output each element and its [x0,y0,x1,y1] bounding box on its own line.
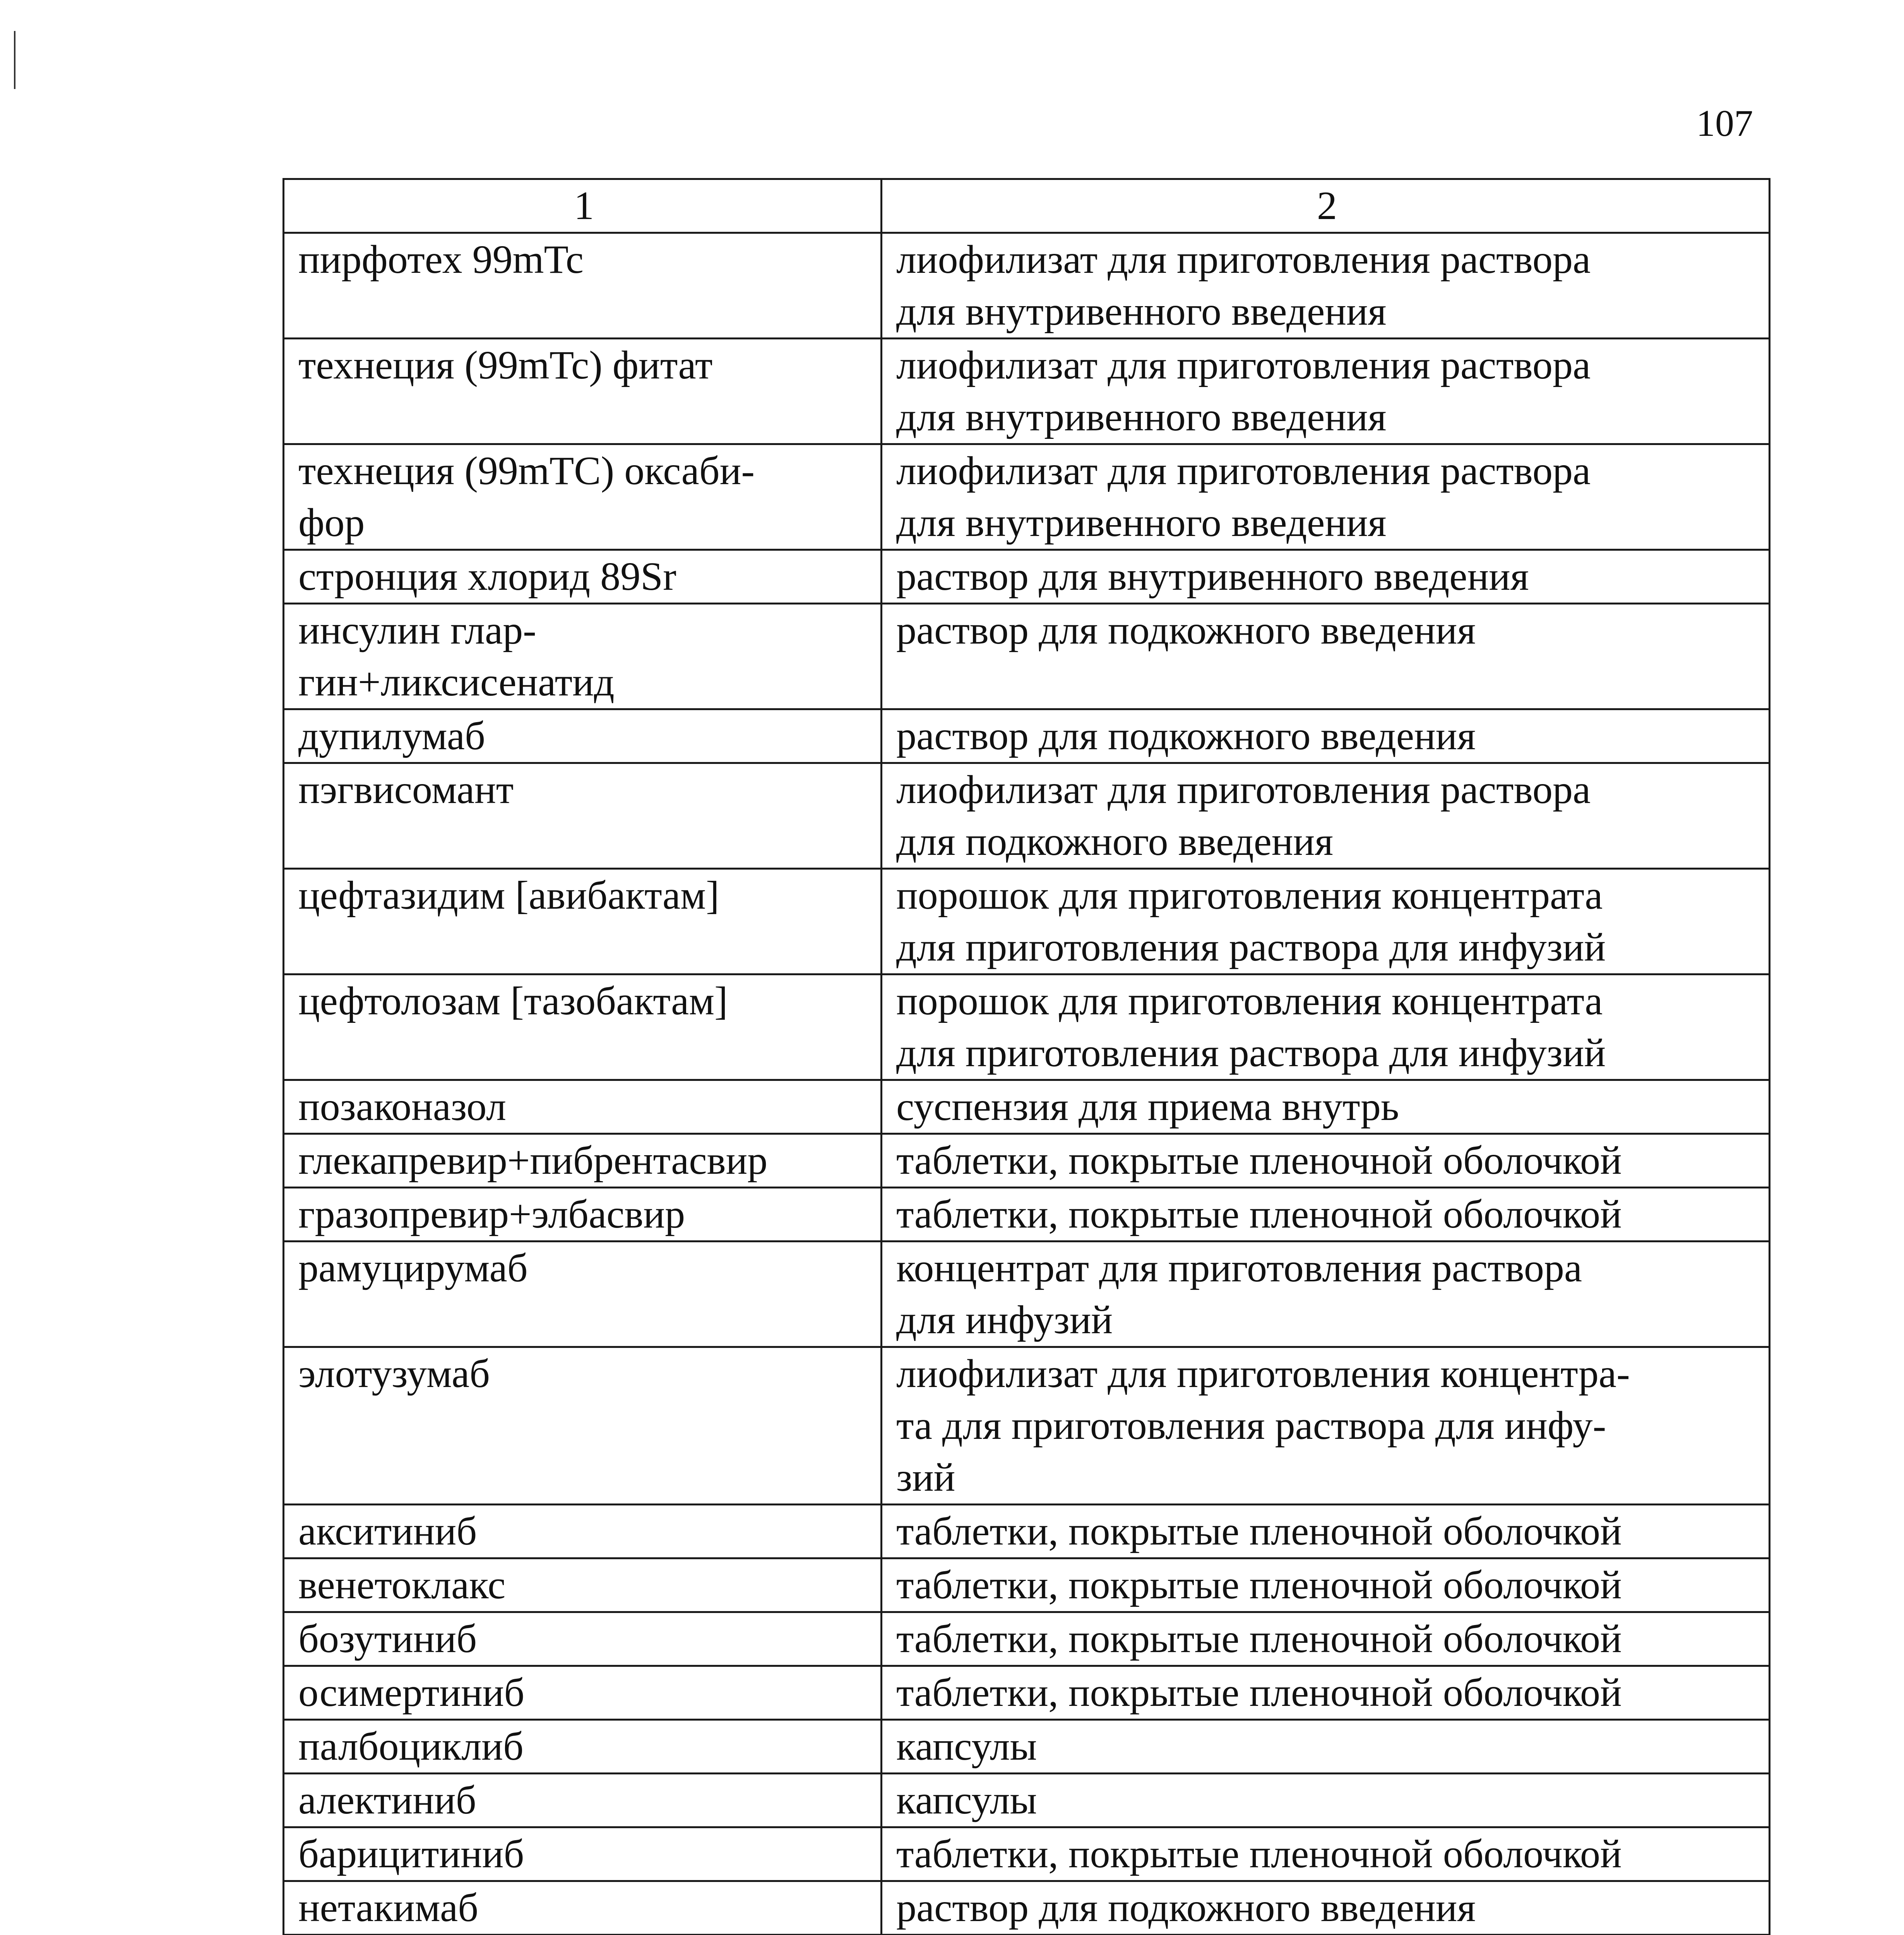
drug-name-cell [284,550,882,604]
drug-name-line: рамуцирумаб [298,1246,528,1290]
table-body [284,233,1770,1935]
dosage-form-line: лиофилизат для приготовления раствора [896,767,1591,812]
drug-name-line: инсулин глар- [298,608,536,652]
drug-name-line: нетакимаб [298,1885,479,1930]
drug-name-line: дупилумаб [298,714,485,758]
dosage-form-cell [882,550,1770,604]
drug-name-line: цефтазидим [авибактам] [298,873,719,918]
dosage-form-cell [882,1188,1770,1241]
drug-name-cell [284,1881,882,1935]
drug-name-line: барицитиниб [298,1832,524,1876]
drug-name-line: алектиниб [298,1778,476,1822]
dosage-form-cell [882,233,1770,339]
scan-edge-mark [14,31,15,89]
drug-name-line: технеция (99mTC) оксаби- [298,449,755,493]
table-row [284,1080,1770,1134]
dosage-form-line: раствор для подкожного введения [896,1885,1476,1930]
dosage-form-cell [882,1666,1770,1720]
dosage-form-line: капсулы [896,1778,1037,1822]
dosage-form-line: та для приготовления раствора для инфу- [896,1403,1606,1448]
drug-name-line: пирфотех 99mTc [298,237,584,282]
drug-name-cell [284,1080,882,1134]
dosage-form-cell [882,1558,1770,1612]
drug-name-line: палбоциклиб [298,1724,524,1769]
drug-name-cell [284,339,882,444]
drug-name-line: позаконазол [298,1084,506,1129]
drug-name-cell [284,1241,882,1347]
drug-name-cell [284,709,882,763]
table-row [284,974,1770,1080]
table-header-row [284,179,1770,233]
dosage-form-cell [882,1827,1770,1881]
drug-name-line: элотузумаб [298,1351,490,1396]
dosage-form-line: таблетки, покрытые пленочной оболочкой [896,1509,1622,1553]
dosage-form-line: таблетки, покрытые пленочной оболочкой [896,1616,1622,1661]
dosage-form-line: для приготовления раствора для инфузий [896,925,1606,969]
dosage-form-line: зий [896,1455,955,1500]
drug-name-cell [284,869,882,974]
dosage-form-line: капсулы [896,1724,1037,1769]
dosage-form-cell [882,1134,1770,1188]
dosage-form-cell [882,1881,1770,1935]
dosage-form-cell [882,1347,1770,1505]
drug-name-cell [284,1774,882,1827]
drug-name-cell [284,1188,882,1241]
dosage-form-cell [882,339,1770,444]
table-row [284,444,1770,550]
drug-name-cell [284,1720,882,1774]
dosage-form-line: для внутривенного введения [896,289,1387,334]
drug-name-line: стронция хлорид 89Sr [298,554,676,599]
drug-name-cell [284,763,882,869]
table-row [284,550,1770,604]
drug-name-cell [284,604,882,709]
dosage-form-cell [882,1241,1770,1347]
dosage-form-line: раствор для подкожного введения [896,714,1476,758]
drug-name-cell [284,1827,882,1881]
dosage-form-line: для приготовления раствора для инфузий [896,1031,1606,1075]
drug-name-line: бозутиниб [298,1616,477,1661]
dosage-form-line: лиофилизат для приготовления раствора [896,449,1591,493]
drug-name-cell [284,444,882,550]
table-row [284,869,1770,974]
drug-name-line: пэгвисомант [298,767,514,812]
table-row [284,1505,1770,1558]
dosage-form-line: для подкожного введения [896,819,1334,864]
dosage-form-cell [882,444,1770,550]
dosage-form-cell [882,1720,1770,1774]
dosage-form-cell [882,869,1770,974]
drug-name-line: глекапревир+пибрентасвир [298,1138,768,1183]
column-header-1: 1 [284,179,882,233]
drug-name-cell [284,1134,882,1188]
drug-name-line: технеция (99mTc) фитат [298,343,713,387]
dosage-form-cell [882,1774,1770,1827]
dosage-form-line: порошок для приготовления концентрата [896,873,1603,918]
drug-name-line: гразопревир+элбасвир [298,1192,685,1236]
drug-name-line: гин+ликсисенатид [298,660,615,704]
dosage-form-cell [882,604,1770,709]
drug-name-line: венетоклакс [298,1563,506,1607]
drug-name-cell [284,974,882,1080]
dosage-form-line: концентрат для приготовления раствора [896,1246,1582,1290]
dosage-form-line: порошок для приготовления концентрата [896,979,1603,1023]
table-row [284,1558,1770,1612]
dosage-form-line: лиофилизат для приготовления раствора [896,237,1591,282]
drug-table [283,178,1770,1935]
drug-name-line: фор [298,500,365,545]
dosage-form-cell [882,763,1770,869]
dosage-form-line: лиофилизат для приготовления концентра- [896,1351,1630,1396]
table-row [284,233,1770,339]
dosage-form-cell [882,1080,1770,1134]
table-row [284,763,1770,869]
table-row [284,709,1770,763]
table-row [284,1666,1770,1720]
table-row [284,1881,1770,1935]
table-row [284,339,1770,444]
drug-name-cell [284,1505,882,1558]
dosage-form-cell [882,709,1770,763]
dosage-form-cell [882,1505,1770,1558]
table-row [284,1612,1770,1666]
table-row [284,1720,1770,1774]
dosage-form-line: для инфузий [896,1298,1113,1342]
dosage-form-line: таблетки, покрытые пленочной оболочкой [896,1563,1622,1607]
drug-name-cell [284,233,882,339]
page-number: 107 [1696,103,1753,144]
drug-name-line: осимертиниб [298,1670,525,1715]
dosage-form-line: таблетки, покрытые пленочной оболочкой [896,1192,1622,1236]
table-row [284,1134,1770,1188]
table-row [284,604,1770,709]
drug-name-line: цефтолозам [тазобактам] [298,979,728,1023]
dosage-form-cell [882,1612,1770,1666]
dosage-form-line: таблетки, покрытые пленочной оболочкой [896,1138,1622,1183]
drug-name-cell [284,1347,882,1505]
table-row [284,1347,1770,1505]
column-header-2: 2 [882,179,1770,233]
table-row [284,1774,1770,1827]
dosage-form-line: для внутривенного введения [896,500,1387,545]
dosage-form-line: раствор для подкожного введения [896,608,1476,652]
dosage-form-line: суспензия для приема внутрь [896,1084,1399,1129]
drug-name-line: акситиниб [298,1509,477,1553]
dosage-form-line: таблетки, покрытые пленочной оболочкой [896,1832,1622,1876]
table-row [284,1241,1770,1347]
drug-name-cell [284,1558,882,1612]
table-row [284,1188,1770,1241]
dosage-form-line: таблетки, покрытые пленочной оболочкой [896,1670,1622,1715]
drug-name-cell [284,1612,882,1666]
dosage-form-cell [882,974,1770,1080]
dosage-form-line: лиофилизат для приготовления раствора [896,343,1591,387]
dosage-form-line: раствор для внутривенного введения [896,554,1529,599]
dosage-form-line: для внутривенного введения [896,395,1387,439]
drug-name-cell [284,1666,882,1720]
table-row [284,1827,1770,1881]
